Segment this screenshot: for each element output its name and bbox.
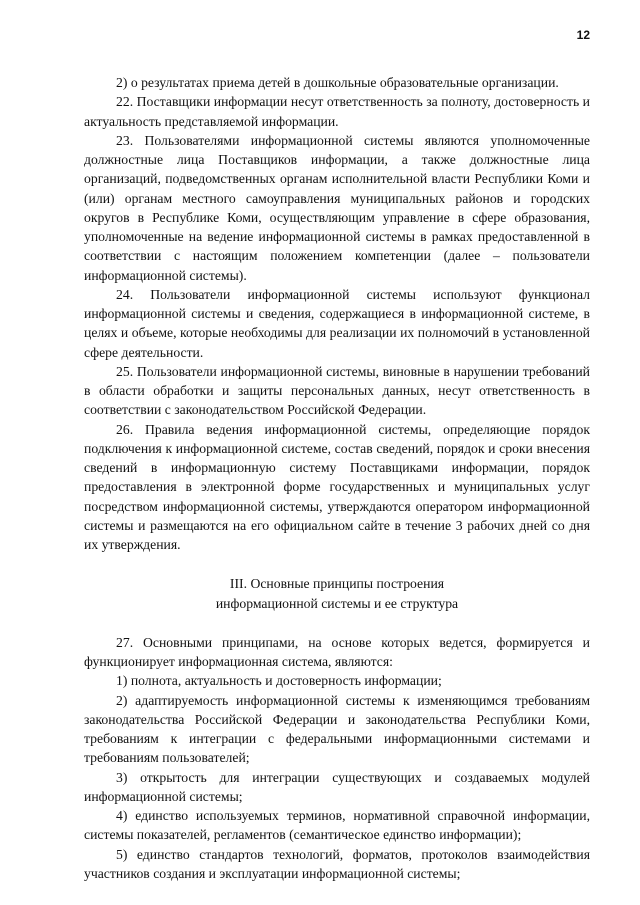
section-title-line1: III. Основные принципы построения: [229, 576, 445, 592]
section-title-line2: информационной системы и ее структура: [215, 595, 459, 611]
paragraph-23: 23. Пользователями информационной системы являются уполномоченные должностные лица Поставщиков информации, а также должностные лица организаций, подведомственных органам исполнительной власти Республики Коми и (или) органам местного самоуправления муниципальных районов и городских округов в Республике Коми, осуществляющим управление в сфере образования, уполномоченные на ведение информационной системы в рамках предоставленной в соответствии с настоящим положением компетенции (далее – пользователи информационной системы).: [84, 132, 590, 283]
document-body: [84, 73, 590, 883]
paragraph-24: 24. Пользователи информационной системы используют функционал информационной системы и сведения, содержащиеся в информационной системе, в целях и объеме, которые необходимы для реализации их полномочий в установленной сфере деятельности.: [84, 286, 590, 360]
section-heading: [84, 574, 590, 613]
paragraph-25: 25. Пользователи информационной системы, виновные в нарушении требований в области обработки и защиты персональных данных, несут ответственность в соответствии с законодательством Российской Федерации.: [84, 363, 590, 418]
list-item-3: 3) открытость для интеграции существующих и создаваемых модулей информационной системы;: [84, 769, 590, 804]
list-item-1: 1) полнота, актуальность и достоверность информации;: [116, 673, 442, 689]
list-item-4: 4) единство используемых терминов, нормативной справочной информации, системы показателей, регламентов (семантическое единство информации);: [84, 808, 590, 843]
paragraph-27: 27. Основными принципами, на основе которых ведется, формируется и функционирует информационная система, являются:: [84, 634, 590, 669]
list-item-2: 2) адаптируемость информационной системы к изменяющимся требованиям законодательства Российской Федерации и законодательства Республики Коми, требованиям к интеграции с федеральными информационными системами и требованиям пользователей;: [84, 692, 590, 766]
paragraph-26: 26. Правила ведения информационной системы, определяющие порядок подключения к информационной системе, состав сведений, порядок и сроки внесения сведений в информационную систему Поставщиками информации, порядок предоставления в электронной форме государственных и муниципальных услуг посредством информационной системы, утверждаются оператором информационной системы и размещаются на его официальном сайте в течение 3 рабочих дней со дня их утверждения.: [84, 421, 590, 552]
paragraph-item-2: 2) о результатах приема детей в дошкольные образовательные организации.: [116, 75, 559, 90]
list-item-5: 5) единство стандартов технологий, форматов, протоколов взаимодействия участников создания и эксплуатации информационной системы;: [84, 846, 590, 881]
paragraph-22: 22. Поставщики информации несут ответственность за полноту, достоверность и актуальность представляемой информации.: [84, 94, 590, 129]
page-number: 12: [576, 28, 590, 42]
